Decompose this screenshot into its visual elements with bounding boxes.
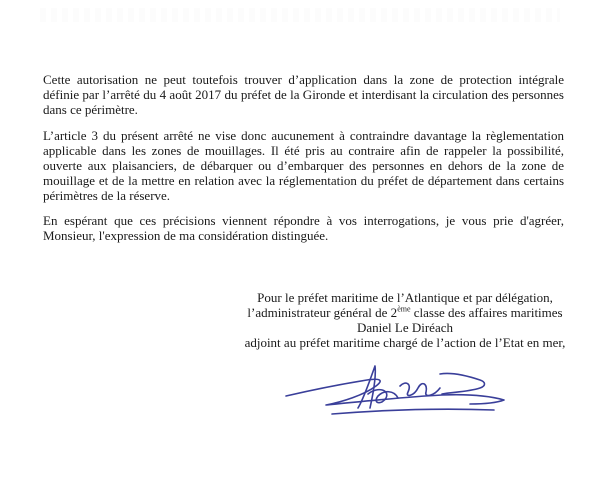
signature-tail-stroke: [440, 373, 485, 394]
rank-line-start: l’administrateur général de 2: [247, 305, 398, 320]
delegation-line: Pour le préfet maritime de l’Atlantique et par délégation,: [257, 290, 553, 305]
rank-line: [220, 305, 590, 320]
signatory-title: adjoint au préfet maritime chargé de l’action de l’Etat en mer,: [244, 335, 566, 350]
signature-long-underline-stroke: [286, 379, 504, 405]
paragraph-closing-formula: En espérant que ces précisions viennent répondre à vos interrogations, je vous prie d'agréer, Monsieur, l'expression de ma considération distinguée.: [43, 213, 564, 243]
rank-ordinal-superscript: ème: [397, 304, 411, 314]
scan-bleed-through: [40, 8, 560, 22]
paragraph-article-3: L’article 3 du présent arrêté ne vise donc aucunement à contraindre davantage la règlementation applicable dans les zones de mouillages. Il été pris au contraire afin de rappeler la possibilité, ouverte aux plaisanciers, de débarquer ou d’embarquer des personnes en dehors de la zone de mouillage et de la mettre en relation avec la réglementation du préfet de département dans certains périmètres de la réserve.: [43, 128, 564, 203]
handwritten-signature: [272, 350, 512, 430]
signatory-name: Daniel Le Diréach: [356, 320, 453, 335]
signature-letters-stroke: [400, 383, 440, 395]
rank-line-end: classe des affaires maritimes: [410, 305, 563, 320]
paragraph-protection-zone: Cette autorisation ne peut toutefois trouver d’application dans la zone de protection intégrale définie par l’arrêté du 4 août 2017 du préfet de la Gironde et interdisant la circulation des personnes dans ce périmètre.: [43, 72, 564, 117]
signature-block: [220, 290, 590, 350]
signature-lower-sweep-stroke: [332, 409, 494, 414]
